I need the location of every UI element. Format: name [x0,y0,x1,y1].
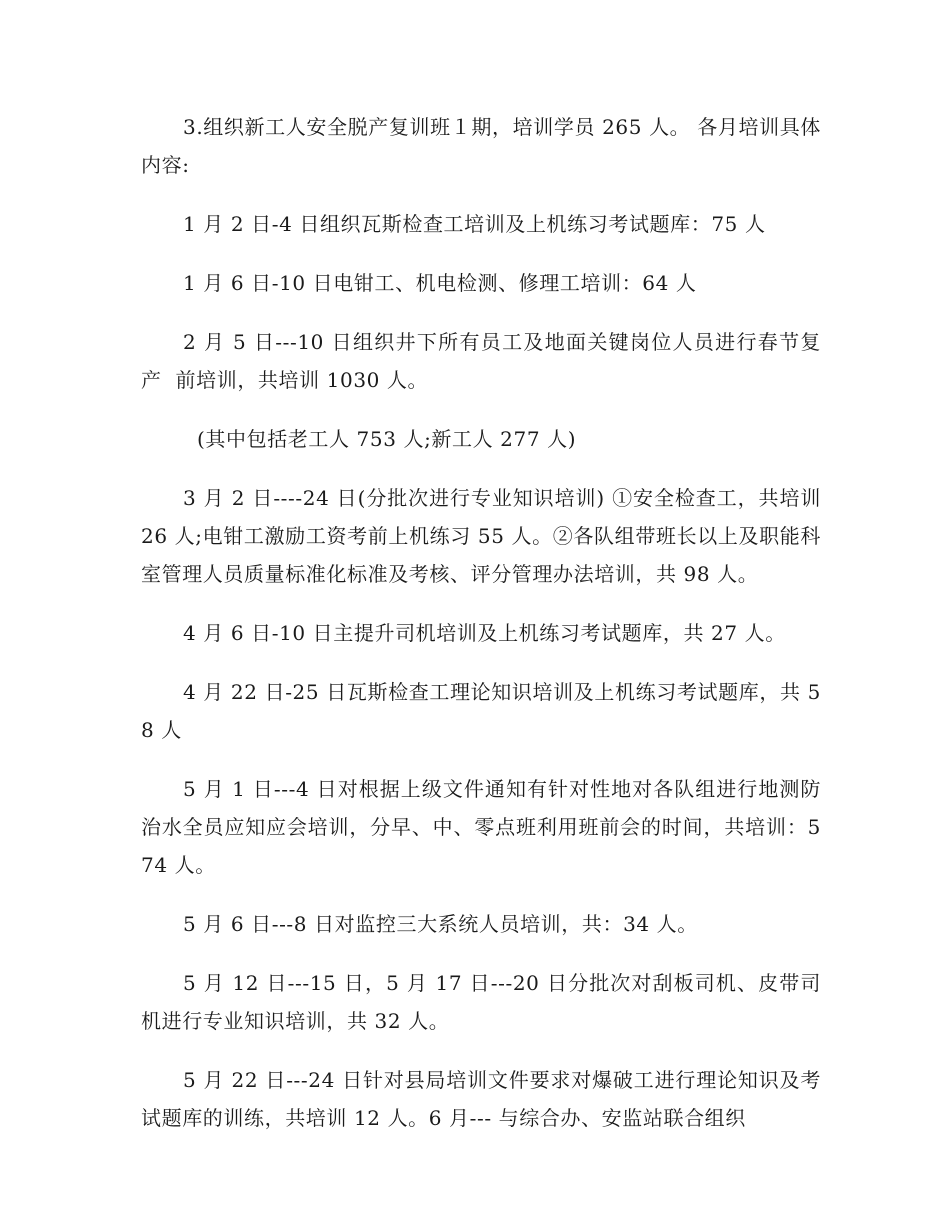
paragraph-jan-electrician: 1 月 6 日-10 日电钳工、机电检测、修理工培训：64 人 [183,271,697,295]
document-body [141,108,828,1137]
paragraph-jan-gas-inspector: 1 月 2 日-4 日组织瓦斯检查工培训及上机练习考试题库：75 人 [183,212,766,236]
paragraph-feb-breakdown: (其中包括老工人 753 人;新工人 277 人) [197,427,577,451]
paragraph-feb-spring-festival: 2 月 5 日---10 日组织井下所有员工及地面关键岗位人员进行春节复产 前培训，共培训 1030 人。 [141,330,821,392]
paragraph-may-conveyor-drivers: 5 月 12 日---15 日，5 月 17 日---20 日分批次对刮板司机、皮带司机进行专业知识培训，共 32 人。 [141,971,821,1033]
paragraph-may-monitoring: 5 月 6 日---8 日对监控三大系统人员培训，共：34 人。 [183,912,698,936]
paragraph-apr-hoist-driver: 4 月 6 日-10 日主提升司机培训及上机练习考试题库，共 27 人。 [183,621,786,645]
paragraph-mar-specialized: 3 月 2 日----24 日(分批次进行专业知识培训) ①安全检查工，共培训 26 人;电钳工激励工资考前上机练习 55 人。②各队组带班长以上及职能科室管理人员质量标准化标准及考核、评分管理办法培训，共 98 人。 [141,486,828,586]
paragraph-new-worker-retraining: 3.组织新工人安全脱产复训班１期，培训学员 265 人。 各月培训具体内容: [141,115,821,177]
paragraph-may-water-prevention: 5 月 1 日---4 日对根据上级文件通知有针对性地对各队组进行地测防治水全员应知应会培训，分早、中、零点班利用班前会的时间，共培训：574 人。 [141,777,821,877]
paragraph-may-blasting: 5 月 22 日---24 日针对县局培训文件要求对爆破工进行理论知识及考试题库的训练，共培训 12 人。6 月--- 与综合办、安监站联合组织 [141,1068,821,1130]
paragraph-apr-gas-theory: 4 月 22 日-25 日瓦斯检查工理论知识培训及上机练习考试题库，共 58 人 [141,680,821,742]
